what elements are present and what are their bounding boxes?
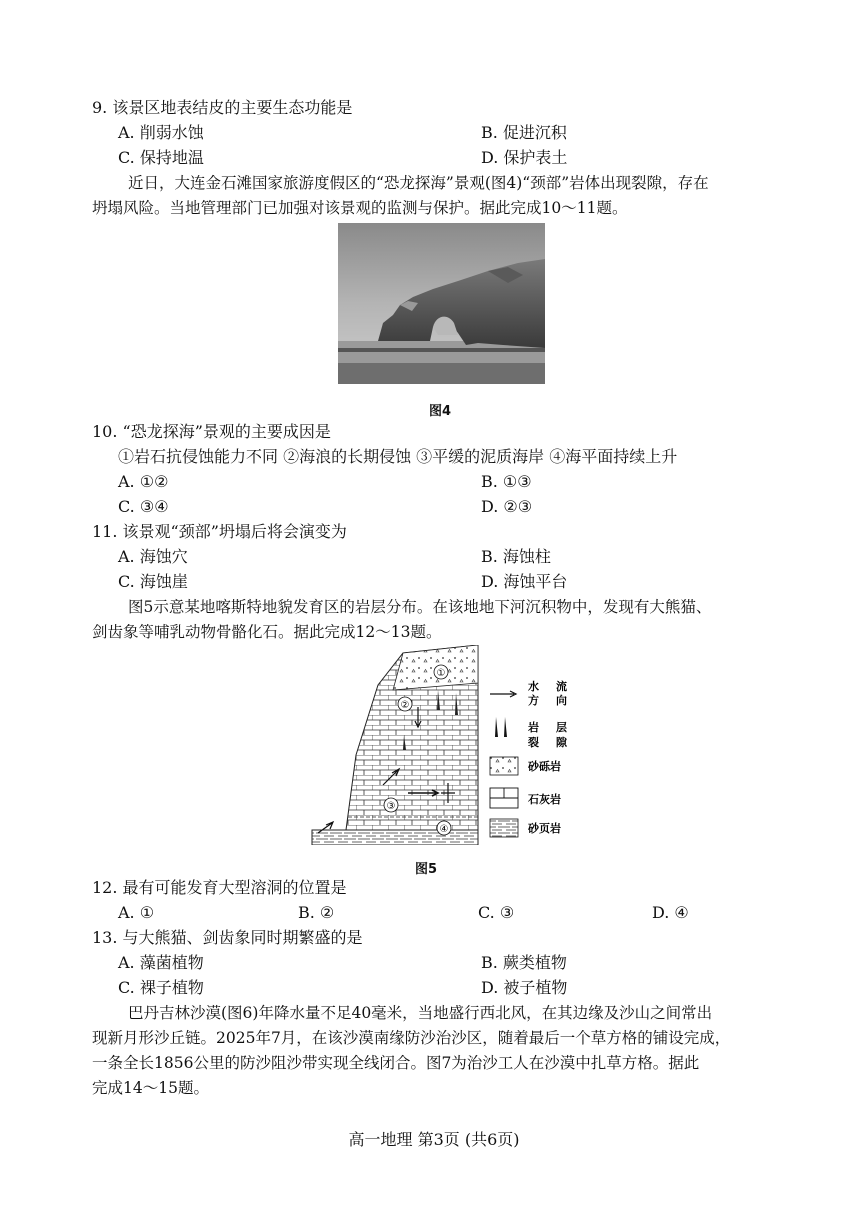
passage-3-line-4: 完成14～15题。 xyxy=(92,1079,209,1097)
svg-text:③: ③ xyxy=(386,801,396,812)
q9-option-a[interactable]: A. 削弱水蚀 xyxy=(118,123,204,142)
q11-option-c[interactable]: C. 海蚀崖 xyxy=(118,572,188,591)
svg-text:④: ④ xyxy=(439,824,449,835)
q9-option-b[interactable]: B. 促进沉积 xyxy=(481,123,567,142)
figure-5-marker-4 xyxy=(437,821,451,835)
passage-3-line-1: 巴丹吉林沙漠(图6)年降水量不足40毫米，当地盛行西北风，在其边缘及沙山之间常出 xyxy=(128,1004,713,1022)
q12-option-c[interactable]: C. ③ xyxy=(478,903,515,922)
figure-5-marker-1 xyxy=(434,665,448,679)
legend-limestone xyxy=(490,788,561,808)
svg-text:方: 方 xyxy=(528,694,539,707)
svg-text:砂砾岩: 砂砾岩 xyxy=(528,760,561,773)
svg-text:隙: 隙 xyxy=(556,736,567,749)
passage-3-line-3: 一条全长1856公里的防沙阻沙带实现全线闭合。图7为治沙工人在沙漠中扎草方格。据此 xyxy=(92,1054,700,1072)
q10-option-b[interactable]: B. ①③ xyxy=(481,472,532,491)
figure-5-diagram xyxy=(308,645,574,845)
svg-text:①: ① xyxy=(436,668,446,679)
q10-option-c[interactable]: C. ③④ xyxy=(118,497,169,516)
svg-text:石灰岩: 石灰岩 xyxy=(528,793,561,806)
q12-option-a[interactable]: A. ① xyxy=(118,903,155,922)
q10-option-d[interactable]: D. ②③ xyxy=(481,497,533,516)
q10-statements: ①岩石抗侵蚀能力不同 ②海浪的长期侵蚀 ③平缓的泥质海岸 ④海平面持续上升 xyxy=(118,447,678,466)
legend-conglomerate xyxy=(490,757,561,775)
q13-option-a[interactable]: A. 藻菌植物 xyxy=(118,953,204,972)
q13-option-d[interactable]: D. 被子植物 xyxy=(481,978,568,997)
svg-text:水: 水 xyxy=(528,680,539,693)
passage-1-line-1: 近日，大连金石滩国家旅游度假区的“恐龙探海”景观(图4)“颈部”岩体出现裂隙，存在 xyxy=(128,174,709,192)
q10-option-a[interactable]: A. ①② xyxy=(118,472,169,491)
passage-2-line-2: 剑齿象等哺乳动物骨骼化石。据此完成12～13题。 xyxy=(92,623,442,641)
svg-text:流: 流 xyxy=(556,680,567,693)
q11-option-d[interactable]: D. 海蚀平台 xyxy=(481,572,568,591)
q10-stem: 10. “恐龙探海”景观的主要成因是 xyxy=(92,422,331,441)
svg-text:裂: 裂 xyxy=(528,736,539,749)
svg-text:层: 层 xyxy=(556,721,567,734)
q12-stem: 12. 最有可能发育大型溶洞的位置是 xyxy=(92,878,347,897)
legend-shale xyxy=(490,819,561,837)
page-footer: 高一地理 第3页 (共6页) xyxy=(348,1130,520,1149)
q12-option-b[interactable]: B. ② xyxy=(298,903,335,922)
q13-option-c[interactable]: C. 裸子植物 xyxy=(118,978,204,997)
svg-text:②: ② xyxy=(400,700,410,711)
q11-stem: 11. 该景观“颈部”坍塌后将会演变为 xyxy=(92,522,347,541)
q13-stem: 13. 与大熊猫、剑齿象同时期繁盛的是 xyxy=(92,928,363,947)
q9-option-d[interactable]: D. 保护表土 xyxy=(481,148,568,167)
legend-rock-crack xyxy=(495,717,568,749)
svg-text:砂页岩: 砂页岩 xyxy=(528,822,561,835)
q11-option-b[interactable]: B. 海蚀柱 xyxy=(481,547,551,566)
q9-stem: 9. 该景区地表结皮的主要生态功能是 xyxy=(92,98,353,117)
q12-option-d[interactable]: D. ④ xyxy=(652,903,689,922)
figure-5-marker-2 xyxy=(398,697,412,711)
passage-1-line-2: 坍塌风险。当地管理部门已加强对该景观的监测与保护。据此完成10～11题。 xyxy=(92,199,628,217)
legend-flow-direction xyxy=(490,679,567,707)
svg-text:向: 向 xyxy=(556,694,567,707)
q11-option-a[interactable]: A. 海蚀穴 xyxy=(118,547,188,566)
svg-text:岩: 岩 xyxy=(528,721,539,734)
figure-5-marker-3 xyxy=(384,798,398,812)
figure-5-caption: 图5 xyxy=(415,862,438,877)
q13-option-b[interactable]: B. 蕨类植物 xyxy=(481,953,567,972)
passage-3-line-2: 现新月形沙丘链。2025年7月，在该沙漠南缘防沙治沙区，随着最后一个草方格的铺设完成， xyxy=(92,1029,731,1047)
q9-option-c[interactable]: C. 保持地温 xyxy=(118,148,204,167)
figure-4-photo xyxy=(338,223,545,384)
passage-2-line-1: 图5示意某地喀斯特地貌发育区的岩层分布。在该地地下河沉积物中，发现有大熊猫、 xyxy=(128,598,712,616)
figure-4-caption: 图4 xyxy=(429,404,452,419)
